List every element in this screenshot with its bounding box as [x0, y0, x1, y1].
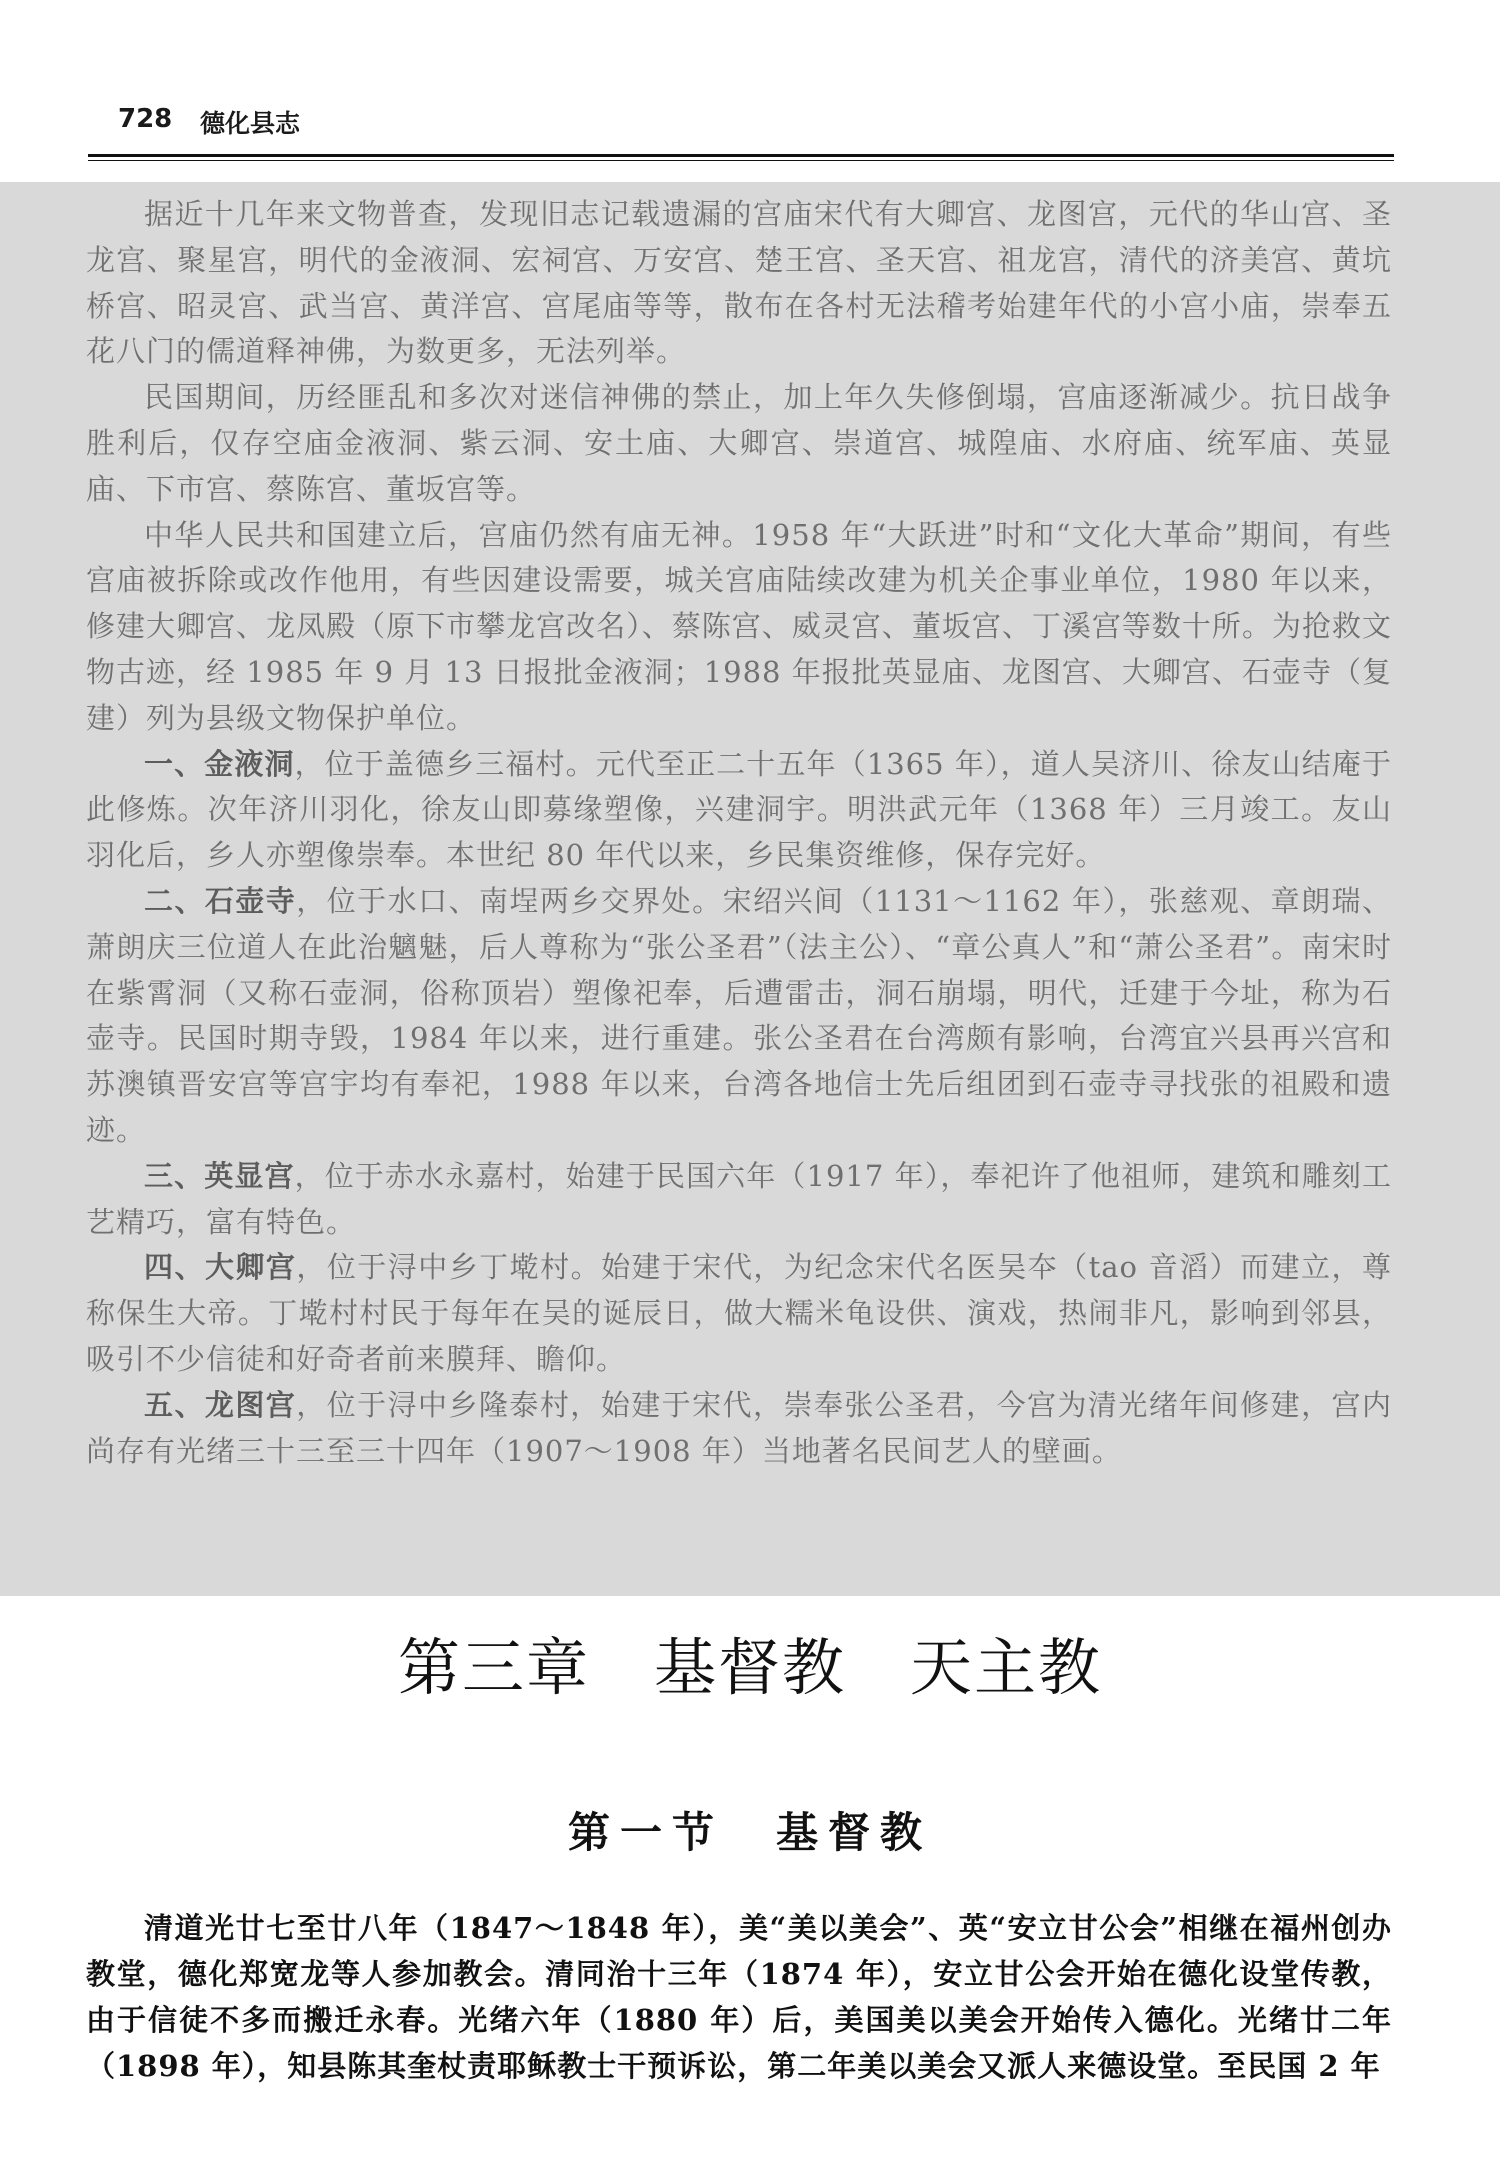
temple-section	[86, 192, 1392, 1474]
header-rule-thin	[88, 160, 1394, 161]
entry-heading: 一、金液洞	[144, 746, 295, 781]
entry-text: ，位于水口、南埕两乡交界处。宋绍兴间（1131～1162 年），张慈观、章朗瑞、萧朗庆三位道人在此治魑魅，后人尊称为“张公圣君”（法主公）、“章公真人”和“萧公圣君”。南宋时在紫霄洞（又称石壶洞，俗称顶岩）塑像祀奉，后遭雷击，洞石崩塌，明代，迁建于今址，称为石壶寺。民国时期寺毁，1984 年以来，进行重建。张公圣君在台湾颇有影响，台湾宜兴县再兴宫和苏澳镇晋安宫等宫宇均有奉祀，1988 年以来，台湾各地信士先后组团到石壶寺寻找张的祖殿和遗迹。	[86, 883, 1392, 1147]
entry-heading: 四、大卿宫	[144, 1250, 297, 1285]
entry-heading: 五、龙图宫	[144, 1387, 297, 1422]
header-rule	[88, 154, 1394, 157]
entry-text: ，位于盖德乡三福村。元代至正二十五年（1365 年），道人吴济川、徐友山结庵于此修炼。次年济川羽化，徐友山即募缘塑像，兴建洞宇。明洪武元年（1368 年）三月竣工。友山羽化后，乡人亦塑像崇奉。本世纪 80 年代以来，乡民集资维修，保存完好。	[86, 746, 1392, 873]
entry-heading: 三、英显宫	[144, 1158, 295, 1193]
temple-entry	[86, 1154, 1392, 1246]
entry-text: ，位于浔中乡丁墘村。始建于宋代，为纪念宋代名医吴夲（tao 音滔）而建立，尊称保生大帝。丁墘村村民于每年在吴的诞辰日，做大糯米龟设供、演戏，热闹非凡，影响到邻县，吸引不少信徒和好奇者前来膜拜、瞻仰。	[86, 1250, 1392, 1376]
entry-text: ，位于赤水永嘉村，始建于民国六年（1917 年），奉祀许了他祖师，建筑和雕刻工艺精巧，富有特色。	[86, 1158, 1392, 1239]
page-header	[88, 104, 1394, 164]
section-title: 第一节 基督教	[567, 1808, 932, 1857]
temple-entry	[86, 742, 1392, 879]
paragraph: 中华人民共和国建立后，宫庙仍然有庙无神。1958 年“大跃进”时和“文化大革命”期间，有些宫庙被拆除或改作他用，有些因建设需要，城关宫庙陆续改建为机关企事业单位，1980 年以来，修建大卿宫、龙凤殿（原下市攀龙宫改名）、蔡陈宫、威灵宫、董坂宫、丁溪宫等数十所。为抢救文物古迹，经 1985 年 9 月 13 日报批金液洞；1988 年报批英显庙、龙图宫、大卿宫、石壶寺（复建）列为县级文物保护单位。	[86, 517, 1392, 735]
entry-heading: 二、石壶寺	[144, 883, 297, 918]
chapter-title: 第三章 基督教 天主教	[397, 1631, 1102, 1704]
temple-entry	[86, 1245, 1392, 1382]
temple-entry	[86, 879, 1392, 1154]
entry-text: ，位于浔中乡隆泰村，始建于宋代，崇奉张公圣君，今宫为清光绪年间修建，宫内尚存有光绪三十三至三十四年（1907～1908 年）当地著名民间艺人的壁画。	[86, 1387, 1392, 1468]
page-number: 728	[118, 104, 173, 134]
paragraph: 民国期间，历经匪乱和多次对迷信神佛的禁止，加上年久失修倒塌，宫庙逐渐减少。抗日战争胜利后，仅存空庙金液洞、紫云洞、安土庙、大卿宫、崇道宫、城隍庙、水府庙、统军庙、英显庙、下市宫、蔡陈宫、董坂宫等。	[86, 380, 1392, 506]
book-title: 德化县志	[200, 109, 301, 138]
body-section	[86, 1905, 1392, 2089]
paragraph: 清道光廿七至廿八年（1847～1848 年），美“美以美会”、英“安立甘公会”相继在福州创办教堂，德化郑宽龙等人参加教会。清同治十三年（1874 年），安立甘公会开始在德化设堂传教，由于信徒不多而搬迁永春。光绪六年（1880 年）后，美国美以美会开始传入德化。光绪廿二年（1898 年），知县陈其奎杖责耶稣教士干预诉讼，第二年美以美会又派人来德设堂。至民国 2 年	[86, 1911, 1392, 2083]
temple-entry	[86, 1383, 1392, 1475]
paragraph: 据近十几年来文物普查，发现旧志记载遗漏的宫庙宋代有大卿宫、龙图宫，元代的华山宫、圣龙宫、聚星宫，明代的金液洞、宏祠宫、万安宫、楚王宫、圣天宫、祖龙宫，清代的济美宫、黄坑桥宫、昭灵宫、武当宫、黄洋宫、宫尾庙等等，散布在各村无法稽考始建年代的小宫小庙，崇奉五花八门的儒道释神佛，为数更多，无法列举。	[86, 197, 1392, 369]
